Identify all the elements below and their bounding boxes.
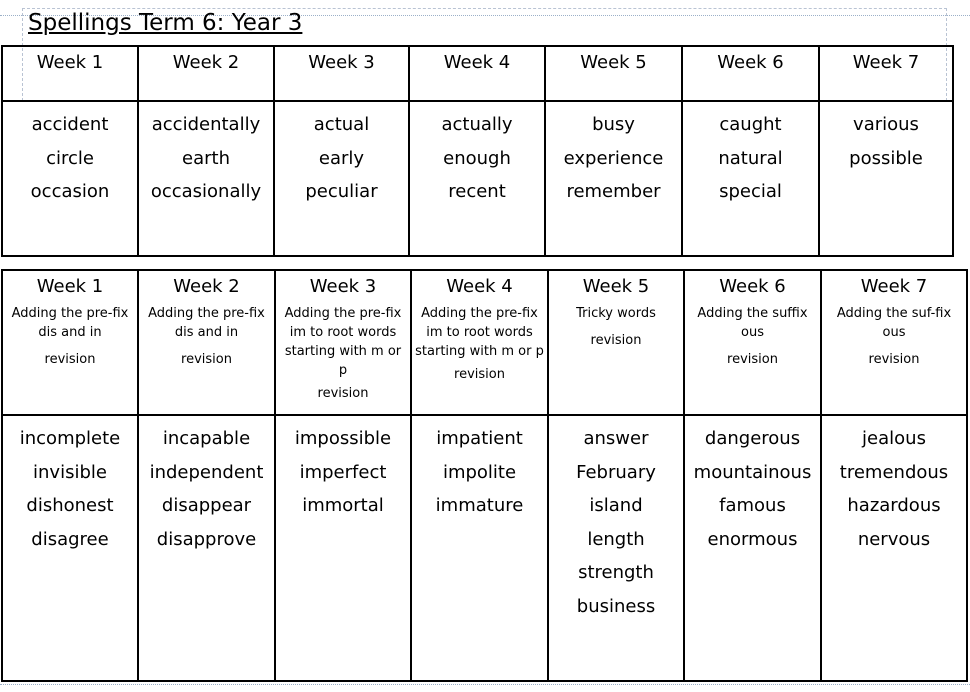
- spelling-word-list: [410, 108, 544, 209]
- spelling-rule-text: Adding the pre-fix dis and in: [11, 306, 129, 340]
- spelling-rule-text: Adding the pre-fix im to root words starting with m or p: [284, 306, 402, 378]
- spelling-word-list: [275, 108, 408, 209]
- week-label: Week 5: [580, 52, 647, 73]
- spelling-word: actual: [313, 114, 370, 135]
- spelling-word: experience: [563, 147, 664, 169]
- revision-note: revision: [868, 352, 920, 367]
- spelling-word: various: [853, 114, 919, 135]
- spelling-word-list: [820, 108, 952, 175]
- spelling-word-list: [3, 108, 137, 209]
- spelling-word: immature: [435, 495, 524, 516]
- spelling-rule-text: Tricky words: [576, 306, 656, 321]
- spelling-word: dishonest: [26, 495, 114, 516]
- week-label: Week 1: [36, 52, 104, 73]
- words-cell-week-2: [138, 415, 275, 681]
- revision-note: revision: [317, 386, 369, 401]
- spelling-word-list: [276, 422, 410, 523]
- revision-note: revision: [454, 367, 505, 382]
- spelling-word: invisible: [33, 461, 107, 483]
- spelling-word: circle: [46, 147, 94, 169]
- table-header-row: [2, 46, 953, 101]
- spelling-word: incomplete: [19, 428, 121, 449]
- header-cell-week-7: [821, 270, 967, 415]
- header-cell-week-3: [274, 46, 409, 101]
- words-cell-week-4: [411, 415, 548, 681]
- spelling-word: accidentally: [151, 114, 261, 135]
- spelling-word: answer: [583, 428, 649, 449]
- spelling-word: immortal: [302, 495, 384, 516]
- spelling-word: disapprove: [156, 528, 257, 550]
- spelling-word: actually: [441, 114, 513, 135]
- spelling-word: busy: [592, 114, 635, 135]
- spelling-word: caught: [719, 114, 782, 135]
- week-label: Week 3: [309, 276, 377, 297]
- week-label: Week 4: [446, 276, 513, 297]
- spelling-word: business: [576, 595, 656, 617]
- spelling-word: earth: [182, 147, 230, 169]
- header-cell-week-1: [2, 270, 138, 415]
- header-cell-week-6: [682, 46, 819, 101]
- spelling-word-list: [139, 108, 273, 209]
- spelling-word: possible: [849, 147, 923, 169]
- words-cell-week-5: [545, 101, 682, 256]
- week-label: Week 5: [582, 276, 650, 297]
- week-label: Week 2: [173, 276, 240, 297]
- spelling-word-list: [139, 422, 274, 556]
- spelling-word: impatient: [436, 428, 523, 449]
- header-cell-week-4: [411, 270, 548, 415]
- header-cell-week-4: [409, 46, 545, 101]
- spelling-word: famous: [719, 495, 786, 516]
- spellings-table-rules: [1, 269, 968, 682]
- header-cell-week-1: [2, 46, 138, 101]
- words-cell-week-4: [409, 101, 545, 256]
- table-header-row: [2, 270, 967, 415]
- spelling-word: disagree: [31, 528, 109, 550]
- header-cell-week-7: [819, 46, 953, 101]
- spelling-word: accident: [31, 114, 109, 135]
- spelling-word: early: [318, 147, 365, 169]
- spelling-word: recent: [448, 181, 506, 202]
- revision-note: revision: [181, 352, 232, 367]
- spelling-word: dangerous: [704, 428, 801, 449]
- spelling-rule-text: Adding the pre-fix dis and in: [148, 306, 265, 340]
- spelling-word-list: [412, 422, 547, 523]
- spelling-word: enough: [443, 147, 511, 169]
- spelling-rule-text: Adding the suffix ous: [697, 306, 808, 340]
- spelling-word: special: [719, 181, 782, 202]
- words-cell-week-5: [548, 415, 684, 681]
- week-label: Week 6: [717, 52, 784, 73]
- spelling-word: enormous: [707, 528, 798, 550]
- spelling-word: nervous: [857, 528, 931, 550]
- week-label: Week 2: [172, 52, 240, 73]
- header-cell-week-2: [138, 46, 274, 101]
- spelling-word: incapable: [162, 428, 251, 449]
- spelling-word: mountainous: [693, 461, 812, 483]
- page-title: Spellings Term 6: Year 3: [28, 10, 303, 36]
- spelling-word-list: [822, 422, 966, 556]
- spelling-word: length: [587, 528, 645, 550]
- words-cell-week-3: [274, 101, 409, 256]
- spelling-word: tremendous: [839, 461, 949, 483]
- spellings-table-words: [1, 45, 954, 257]
- week-label: Week 7: [852, 52, 920, 73]
- spelling-word: occasion: [30, 181, 110, 202]
- spelling-word: disappear: [161, 495, 252, 516]
- spelling-rule-text: Adding the suf-fix ous: [836, 306, 952, 340]
- words-cell-week-1: [2, 415, 138, 681]
- spelling-word: impossible: [294, 428, 392, 449]
- header-cell-week-5: [548, 270, 684, 415]
- spelling-word: jealous: [862, 428, 926, 449]
- spelling-word: independent: [149, 461, 264, 483]
- spelling-word: natural: [718, 147, 783, 169]
- spelling-word: peculiar: [305, 181, 378, 202]
- week-label: Week 3: [308, 52, 375, 73]
- header-cell-week-6: [684, 270, 821, 415]
- spelling-rule-text: Adding the pre-fix im to root words starting with m or p: [415, 306, 544, 359]
- spelling-word: February: [576, 461, 656, 483]
- spelling-word-list: [549, 422, 683, 623]
- week-label: Week 4: [443, 52, 511, 73]
- words-cell-week-1: [2, 101, 138, 256]
- spelling-word: hazardous: [847, 495, 941, 516]
- spelling-word: impolite: [442, 461, 517, 483]
- revision-note: revision: [727, 352, 778, 367]
- spelling-word: strength: [578, 562, 654, 583]
- words-cell-week-3: [275, 415, 411, 681]
- revision-note: revision: [44, 352, 96, 367]
- header-cell-week-2: [138, 270, 275, 415]
- spelling-word: remember: [566, 181, 661, 202]
- table-words-row: [2, 415, 967, 681]
- words-cell-week-6: [682, 101, 819, 256]
- words-cell-week-7: [821, 415, 967, 681]
- header-cell-week-5: [545, 46, 682, 101]
- spelling-word-list: [683, 108, 818, 209]
- words-cell-week-2: [138, 101, 274, 256]
- words-cell-week-7: [819, 101, 953, 256]
- week-label: Week 7: [860, 276, 928, 297]
- week-label: Week 6: [719, 276, 786, 297]
- spelling-word-list: [685, 422, 820, 556]
- spelling-word: occasionally: [150, 181, 262, 202]
- words-cell-week-6: [684, 415, 821, 681]
- header-cell-week-3: [275, 270, 411, 415]
- spelling-word: imperfect: [299, 461, 387, 483]
- spelling-word: island: [589, 495, 643, 516]
- spelling-word-list: [546, 108, 681, 209]
- revision-note: revision: [590, 333, 642, 348]
- table-words-row: [2, 101, 953, 256]
- week-label: Week 1: [36, 276, 104, 297]
- spelling-word-list: [3, 422, 137, 556]
- page-margin-guide-bottom: [0, 684, 970, 685]
